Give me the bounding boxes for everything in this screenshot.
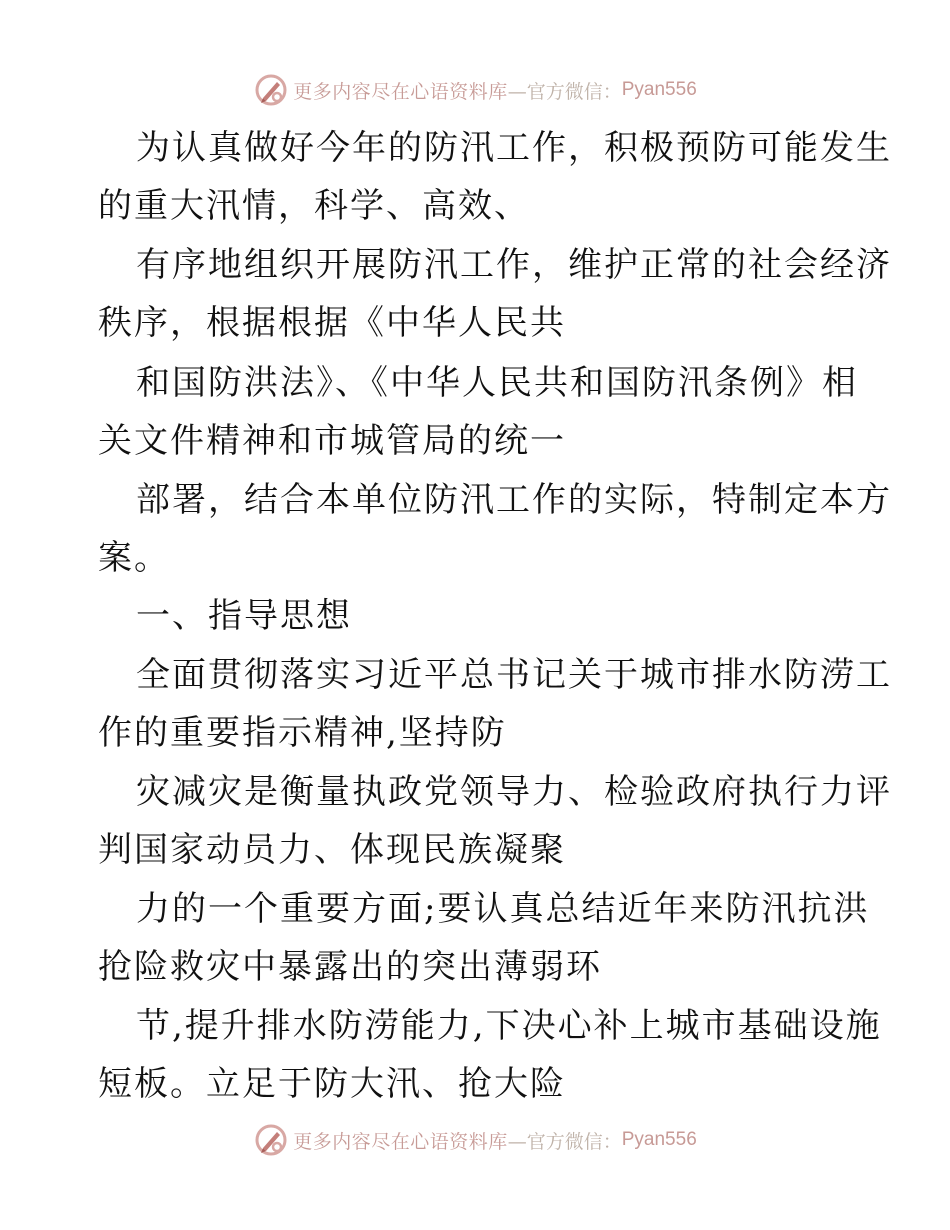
pen-logo-icon [253, 1122, 289, 1158]
paragraph-line: 有序地组织开展防汛工作，维护正常的社会经济 [136, 245, 892, 285]
section-heading: 一、指导思想 [136, 596, 352, 636]
paragraph-line: 判国家动员力、体现民族凝聚 [98, 830, 566, 870]
footer-watermark [0, 1120, 950, 1160]
paragraph-line: 关文件精神和市城管局的统一 [98, 421, 566, 461]
watermark-wechat-label: —官方微信： [507, 1130, 622, 1153]
paragraph-line: 的重大汛情，科学、高效、 [98, 186, 530, 226]
paragraph-line: 为认真做好今年的防汛工作，积极预防可能发生 [136, 128, 892, 168]
watermark-site-text: 更多内容尽在心语资料库 [293, 1130, 508, 1153]
header-watermark [0, 70, 950, 110]
pen-logo-icon [253, 72, 289, 108]
paragraph-line: 灾减灾是衡量执政党领导力、检验政府执行力评 [136, 772, 892, 812]
paragraph-line: 案。 [98, 538, 170, 578]
paragraph-line: 力的一个重要方面;要认真总结近年来防汛抗洪 [136, 889, 870, 929]
paragraph-line: 作的重要指示精神,坚持防 [98, 713, 507, 753]
paragraph-line: 抢险救灾中暴露出的突出薄弱环 [98, 947, 602, 987]
watermark-wechat-label: —官方微信： [507, 80, 622, 103]
watermark-site-text: 更多内容尽在心语资料库 [293, 80, 508, 103]
paragraph-line: 节,提升排水防涝能力,下决心补上城市基础设施 [136, 1006, 882, 1046]
paragraph-line: 和国防洪法》、《中华人民共和国防汛条例》相 [136, 363, 858, 403]
watermark-wechat-id: Pyan556 [621, 79, 697, 100]
paragraph-line: 全面贯彻落实习近平总书记关于城市排水防涝工 [136, 655, 892, 695]
paragraph-line: 短板。立足于防大汛、抢大险 [98, 1064, 566, 1104]
watermark-wechat-id: Pyan556 [621, 1129, 697, 1150]
paragraph-line: 部署，结合本单位防汛工作的实际，特制定本方 [136, 480, 892, 520]
paragraph-line: 秩序，根据根据《中华人民共 [98, 303, 566, 343]
